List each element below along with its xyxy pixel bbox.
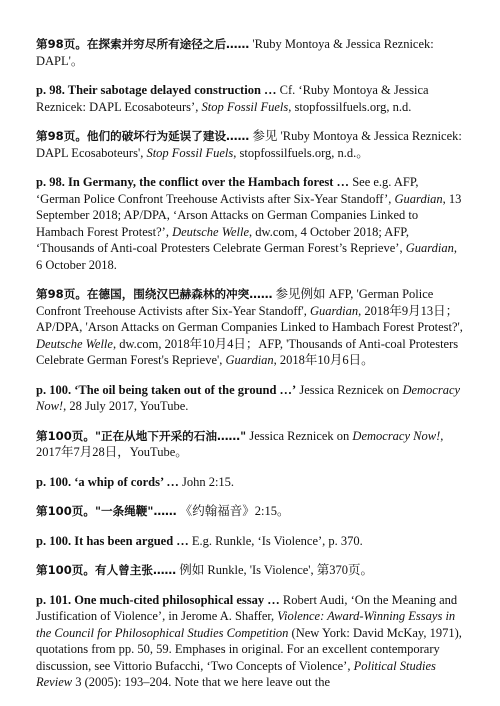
note-ref: 第100页。"一条绳鞭"……: [36, 504, 177, 518]
note-body: 参见例如 AFP, 'German Police Confront Treehouse Activists after Six-Year Standoff', Guardian, 2018年9月13日；AP/DPA, 'Arson Attacks on German Companies Linked to Hambach Forest Protest?', Deutsche Welle, dw.com, 2018年10月4日；AFP, 'Thousands of Anti-coal Protesters Celebrate German Forest's Reprieve', Guardian, 2018年10月6日。: [36, 287, 463, 367]
note-body: 例如 Runkle, 'Is Violence', 第370页。: [176, 563, 374, 577]
note-ref: p. 98. In Germany, the conflict over the Hambach forest …: [36, 175, 350, 189]
note-p100-argued: p. 100. It has been argued … E.g. Runkle, ‘Is Violence’, p. 370.: [36, 533, 363, 548]
note-p100-zh-argued: [36, 562, 464, 579]
note-ref: p. 100. ‘a whip of cords’ …: [36, 474, 179, 489]
source-title: Stop Fossil Fuels: [146, 145, 234, 160]
source-title: Stop Fossil Fuels: [201, 99, 289, 114]
source-title: Guardian: [394, 191, 443, 206]
note-p100-whip: p. 100. ‘a whip of cords’ … John 2:15.: [36, 474, 235, 489]
source-title: Democracy Now!: [36, 382, 461, 413]
source-title: Deutsche Welle: [172, 224, 250, 239]
note-body: 《约翰福音》2:15。: [176, 504, 290, 518]
note-p98-zh-hambach: [36, 286, 464, 369]
note-ref: p. 98. Their sabotage delayed construction …: [36, 83, 277, 97]
source-title: Guardian: [310, 303, 359, 318]
source-title: Deutsche Welle: [36, 336, 113, 351]
note-ref: 第100页。"正在从地下开采的石油……": [36, 428, 247, 443]
note-p101-essay: p. 101. One much-cited philosophical essay … Robert Audi, ‘On the Meaning and Justification of Violence’, in Jerome A. Shaffer, Violence: Award-Winning Essays in the Council for Philosophical Studies Competition (New York: David McKay, 1971), quotations from pp. 50, 59. Emphases in original. For an excellent contemporary discussion, see Vittorio Bufacchi, ‘Two Concepts of Violence’, Political Studies Review 3 (2005): 193–204. Note that we here leave out the: [36, 592, 462, 689]
note-p100-zh-oil: [36, 428, 464, 461]
note-ref: 第98页。在探索并穷尽所有途径之后……: [36, 37, 250, 51]
note-p100-oil: p. 100. ‘The oil being taken out of the ground …’ Jessica Reznicek on Democracy Now!, 28 July 2017, YouTube.: [36, 382, 461, 413]
source-title: Guardian: [225, 353, 274, 367]
note-p98-hambach: p. 98. In Germany, the conflict over the Hambach forest … See e.g. AFP, ‘German Police Confront Treehouse Activists after Six-Year Standoff’, Guardian, 13 September 2018; AP/DPA, ‘Arson Attacks on German Companies Linked to Hambach Forest Protest?’, Deutsche Welle, dw.com, 4 October 2018; AFP, ‘Thousands of Anti-coal Protesters Celebrate German Forest’s Reprieve’, Guardian, 6 October 2018.: [36, 175, 462, 272]
note-p98-zh-sabotage: [36, 128, 464, 161]
note-body: 'Ruby Montoya & Jessica Reznicek: DAPL'。: [36, 37, 434, 68]
note-p98-zh-exhaust: [36, 36, 464, 69]
note-body: Jessica Reznicek on Democracy Now!, 2017年7月28日，YouTube。: [36, 428, 444, 459]
note-body: 参见 'Ruby Montoya & Jessica Reznicek: DAPL Ecosaboteurs', Stop Fossil Fuels, stopfossilfuels.org, n.d.。: [36, 129, 462, 160]
note-ref: 第98页。在德国，围绕汉巴赫森林的冲突……: [36, 287, 273, 301]
note-ref: 第100页。有人曾主张……: [36, 563, 177, 577]
source-title: Violence: Award-Winning Essays in the Council for Philosophical Studies Competition: [36, 609, 456, 640]
note-ref: p. 101. One much-cited philosophical essay …: [36, 592, 280, 607]
note-p98-sabotage: p. 98. Their sabotage delayed construction … Cf. ‘Ruby Montoya & Jessica Reznicek: DAPL Ecosaboteurs’, Stop Fossil Fuels, stopfossilfuels.org, n.d.: [36, 83, 429, 114]
note-p100-zh-whip: [36, 503, 464, 520]
note-ref: p. 100. ‘The oil being taken out of the ground …’: [36, 382, 297, 397]
note-ref: p. 100. It has been argued …: [36, 533, 189, 548]
source-title: Democracy Now!: [352, 428, 441, 443]
note-ref: 第98页。他们的破坏行为延误了建设……: [36, 129, 250, 143]
source-title: Guardian: [405, 241, 454, 255]
source-title: Political Studies Review: [36, 658, 436, 689]
